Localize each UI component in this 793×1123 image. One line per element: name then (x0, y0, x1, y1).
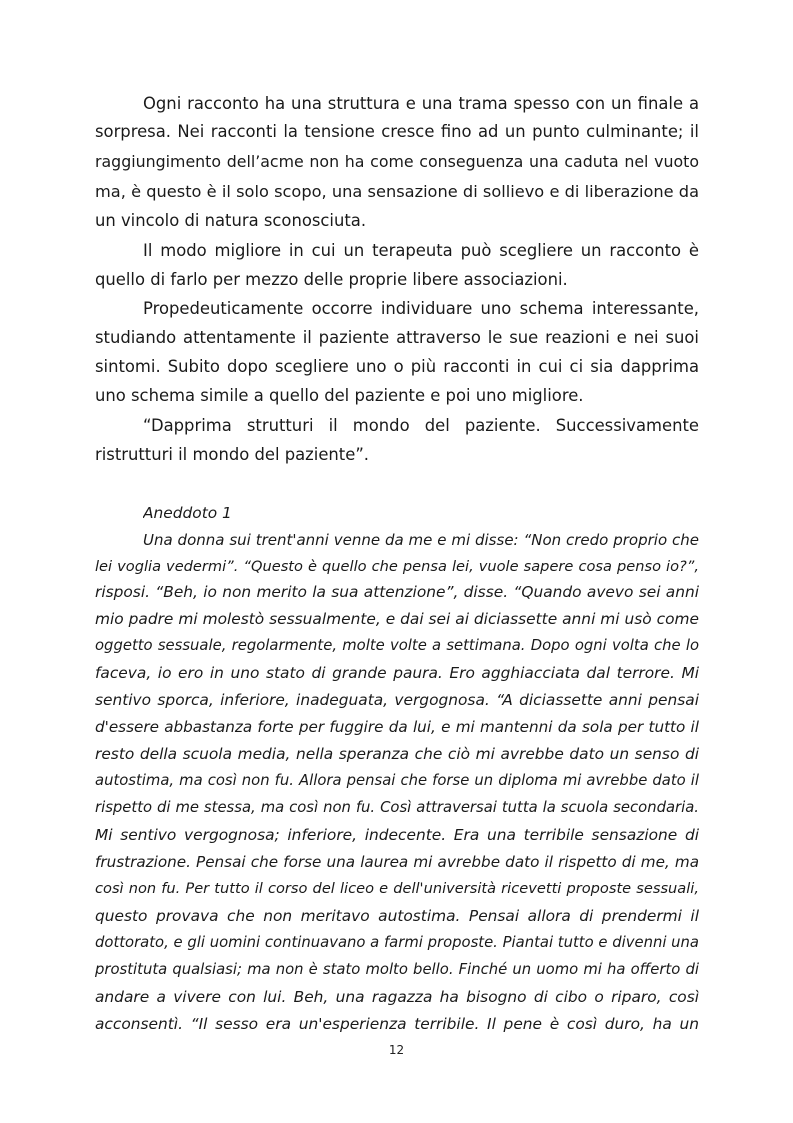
body-line: ma, è questo è il solo scopo, una sensazione di sollievo e di liberazione da (95, 182, 699, 201)
anecdote-line: autostima, ma così non fu. Allora pensai che forse un diploma mi avrebbe dato il (95, 772, 699, 789)
anecdote-line: faceva, io ero in uno stato di grande paura. Ero agghiacciata dal terrore. Mi (95, 664, 699, 682)
anecdote-line: andare a vivere con lui. Beh, una ragazza ha bisogno di cibo o riparo, così (95, 988, 699, 1006)
body-line: uno schema simile a quello del paziente e poi uno migliore. (95, 386, 584, 405)
body-line: sorpresa. Nei racconti la tensione cresce fino ad un punto culminante; il (95, 122, 699, 141)
body-line: un vincolo di natura sconosciuta. (95, 211, 367, 230)
anecdote-line: così non fu. Per tutto il corso del liceo e dell'università ricevetti proposte sessuali, (95, 880, 699, 897)
anecdote-line: resto della scuola media, nella speranza che ciò mi avrebbe dato un senso di (95, 745, 699, 763)
anecdote-line: rispetto di me stessa, ma così non fu. Così attraversai tutta la scuola secondaria. (95, 799, 699, 816)
anecdote-line: sentivo sporca, inferiore, inadeguata, vergognosa. “A diciassette anni pensai (95, 691, 699, 709)
body-line: raggiungimento dell’acme non ha come conseguenza una caduta nel vuoto (95, 152, 699, 171)
page-number: 12 (388, 1043, 405, 1057)
body-line: quello di farlo per mezzo delle proprie libere associazioni. (95, 270, 568, 289)
body-line: Ogni racconto ha una struttura e una trama spesso con un finale a (143, 94, 699, 113)
anecdote-line: questo provava che non meritavo autostima. Pensai allora di prendermi il (95, 907, 699, 925)
anecdote-line: acconsentì. “Il sesso era un'esperienza terribile. Il pene è così duro, ha un (95, 1015, 699, 1033)
anecdote-title: Aneddoto 1 (143, 504, 232, 522)
body-line: Propedeuticamente occorre individuare uno schema interessante, (143, 299, 699, 318)
anecdote-line: frustrazione. Pensai che forse una laurea mi avrebbe dato il rispetto di me, ma (95, 853, 699, 871)
body-line: ristrutturi il mondo del paziente”. (95, 445, 370, 464)
anecdote-line: Una donna sui trent'anni venne da me e mi disse: “Non credo proprio che (143, 531, 699, 549)
anecdote-line: mio padre mi molestò sessualmente, e dai sei ai diciassette anni mi usò come (95, 610, 699, 628)
anecdote-line: risposi. “Beh, io non merito la sua attenzione”, disse. “Quando avevo sei anni (95, 583, 699, 601)
body-line: Il modo migliore in cui un terapeuta può scegliere un racconto è (143, 241, 699, 260)
anecdote-line: Mi sentivo vergognosa; inferiore, indecente. Era una terribile sensazione di (95, 826, 699, 844)
anecdote-line: oggetto sessuale, regolarmente, molte volte a settimana. Dopo ogni volta che lo (95, 637, 699, 654)
anecdote-line: d'essere abbastanza forte per fuggire da lui, e mi mantenni da sola per tutto il (95, 718, 699, 736)
anecdote-line: prostituta qualsiasi; ma non è stato molto bello. Finché un uomo mi ha offerto di (95, 961, 699, 978)
body-line: sintomi. Subito dopo scegliere uno o più racconti in cui ci sia dapprima (95, 357, 699, 376)
anecdote-line: lei voglia vedermi”. “Questo è quello che pensa lei, vuole sapere cosa penso io?”, (95, 558, 699, 575)
anecdote-line: dottorato, e gli uomini continuavano a farmi proposte. Piantai tutto e divenni una (95, 934, 699, 951)
body-line: studiando attentamente il paziente attraverso le sue reazioni e nei suoi (95, 328, 699, 347)
body-line: “Dapprima strutturi il mondo del paziente. Successivamente (143, 416, 699, 435)
